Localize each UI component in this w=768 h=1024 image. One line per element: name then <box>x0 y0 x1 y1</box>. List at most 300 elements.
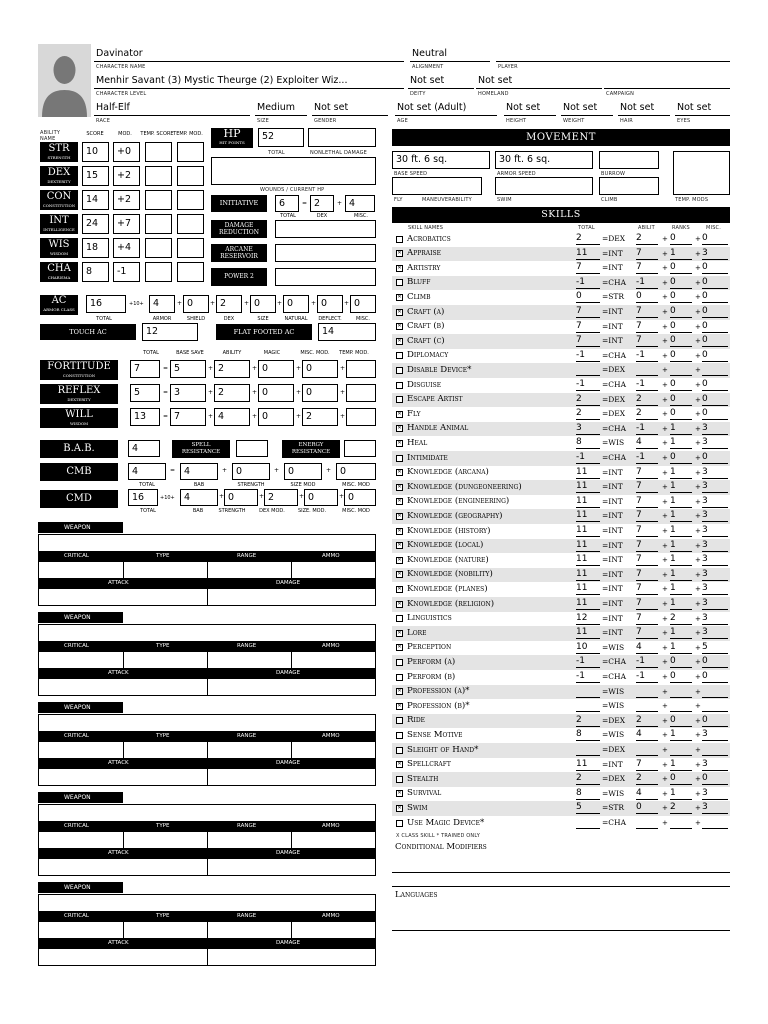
skill-total[interactable]: -1 <box>576 655 600 668</box>
skill-ability-mod[interactable]: 2 <box>636 407 658 420</box>
skill-ranks[interactable]: 0 <box>670 714 692 727</box>
skill-misc[interactable]: 0 <box>702 320 728 333</box>
swim-speed[interactable] <box>495 177 593 195</box>
skill-misc[interactable]: 0 <box>702 451 728 464</box>
ability-score-str[interactable]: 10 <box>82 142 109 162</box>
skill-total[interactable]: 8 <box>576 728 600 741</box>
save-temp-will[interactable] <box>346 408 376 426</box>
deity[interactable]: Not set <box>410 75 445 86</box>
bab[interactable]: 4 <box>128 440 160 457</box>
save-ability-will[interactable]: 4 <box>214 408 250 426</box>
skill-ranks[interactable]: 1 <box>670 597 692 610</box>
skill-ability-mod[interactable]: 4 <box>636 787 658 800</box>
class-skill-checkbox[interactable] <box>396 279 403 286</box>
skill-ranks[interactable]: 1 <box>670 626 692 639</box>
skill-ranks[interactable]: 0 <box>670 393 692 406</box>
skill-ranks[interactable]: 0 <box>670 261 692 274</box>
class-skill-checkbox[interactable] <box>396 367 403 374</box>
skill-ranks[interactable]: 2 <box>670 801 692 814</box>
skill-ranks[interactable]: 2 <box>670 612 692 625</box>
skill-ability-mod[interactable]: 7 <box>636 247 658 260</box>
ac-total[interactable]: 16 <box>86 295 126 313</box>
skill-ranks[interactable]: 0 <box>670 320 692 333</box>
ability-score-cha[interactable]: 8 <box>82 262 109 282</box>
skill-total[interactable]: 2 <box>576 407 600 420</box>
ability-score-dex[interactable]: 15 <box>82 166 109 186</box>
skill-misc[interactable]: 0 <box>702 714 728 727</box>
ability-temp-score-wis[interactable] <box>145 238 172 258</box>
race[interactable]: Half-Elf <box>96 102 130 113</box>
skill-total[interactable]: 2 <box>576 393 600 406</box>
save-base-fort[interactable]: 5 <box>170 360 206 378</box>
ability-mod-str[interactable]: +0 <box>113 142 140 162</box>
skill-ranks[interactable]: 0 <box>670 772 692 785</box>
skill-misc[interactable]: 0 <box>702 670 728 683</box>
ability-temp-score-dex[interactable] <box>145 166 172 186</box>
skill-ranks[interactable]: 0 <box>670 276 692 289</box>
skill-total[interactable]: 11 <box>576 509 600 522</box>
skill-misc[interactable]: 3 <box>702 626 728 639</box>
skill-ability-mod[interactable]: 7 <box>636 568 658 581</box>
skill-total[interactable] <box>576 363 600 376</box>
cmb-bab[interactable]: 4 <box>180 463 218 480</box>
skill-total[interactable]: -1 <box>576 349 600 362</box>
class-skill-checkbox[interactable]: ✕ <box>397 571 402 578</box>
class-skill-checkbox[interactable] <box>396 717 403 724</box>
weapon-attack-damage-row[interactable] <box>38 948 376 966</box>
skill-misc[interactable]: 0 <box>702 232 728 245</box>
class-skill-checkbox[interactable] <box>396 674 403 681</box>
weight[interactable]: Not set <box>563 102 598 113</box>
ability-temp-score-con[interactable] <box>145 190 172 210</box>
cmd-str[interactable]: 0 <box>224 489 258 506</box>
skill-misc[interactable]: 3 <box>702 728 728 741</box>
save-total-will[interactable]: 13 <box>130 408 160 426</box>
skill-total[interactable]: 11 <box>576 553 600 566</box>
save-total-fort[interactable]: 7 <box>130 360 160 378</box>
ability-mod-cha[interactable]: -1 <box>113 262 140 282</box>
skill-ranks[interactable]: 1 <box>670 582 692 595</box>
skill-ranks[interactable]: 0 <box>670 334 692 347</box>
ac-shield[interactable]: 0 <box>183 295 209 313</box>
save-magic-fort[interactable]: 0 <box>258 360 294 378</box>
skill-misc[interactable]: 3 <box>702 787 728 800</box>
skill-ability-mod[interactable]: 7 <box>636 553 658 566</box>
ability-temp-score-cha[interactable] <box>145 262 172 282</box>
skill-misc[interactable]: 0 <box>702 305 728 318</box>
skill-ranks[interactable]: 1 <box>670 509 692 522</box>
ability-temp-score-int[interactable] <box>145 214 172 234</box>
character-name[interactable]: Davinator <box>96 48 143 59</box>
skill-ability-mod[interactable]: 7 <box>636 334 658 347</box>
skill-misc[interactable] <box>702 699 728 712</box>
cmb-total[interactable]: 4 <box>128 463 166 480</box>
climb-speed[interactable] <box>599 177 659 195</box>
weapon-stats-row[interactable] <box>38 831 376 849</box>
skill-ranks[interactable]: 0 <box>670 670 692 683</box>
save-ability-fort[interactable]: 2 <box>214 360 250 378</box>
class-skill-checkbox[interactable] <box>396 776 403 783</box>
ability-score-int[interactable]: 24 <box>82 214 109 234</box>
alignment[interactable]: Neutral <box>412 48 448 59</box>
skill-misc[interactable] <box>702 743 728 756</box>
skill-ability-mod[interactable]: 2 <box>636 393 658 406</box>
skill-ranks[interactable]: 1 <box>670 641 692 654</box>
skill-ranks[interactable]: 1 <box>670 553 692 566</box>
class-skill-checkbox[interactable]: ✕ <box>397 629 402 636</box>
class-skill-checkbox[interactable] <box>396 615 403 622</box>
weapon-attack-damage-row[interactable] <box>38 588 376 606</box>
skill-ranks[interactable]: 0 <box>670 290 692 303</box>
ability-temp-mod-int[interactable] <box>177 214 204 234</box>
skill-misc[interactable]: 5 <box>702 641 728 654</box>
skill-total[interactable]: 11 <box>576 524 600 537</box>
ac-deflect[interactable]: 0 <box>317 295 343 313</box>
weapon-stats-row[interactable] <box>38 651 376 669</box>
save-ability-reflex[interactable]: 2 <box>214 384 250 402</box>
cmb-misc[interactable]: 0 <box>336 463 376 480</box>
cmd-bab[interactable]: 4 <box>180 489 218 506</box>
spell-resistance[interactable] <box>236 440 268 457</box>
skill-ability-mod[interactable] <box>636 816 658 829</box>
skill-ranks[interactable]: 1 <box>670 495 692 508</box>
save-misc-reflex[interactable]: 0 <box>302 384 338 402</box>
save-magic-reflex[interactable]: 0 <box>258 384 294 402</box>
skill-total[interactable]: 7 <box>576 334 600 347</box>
skill-ability-mod[interactable]: 7 <box>636 597 658 610</box>
class-skill-checkbox[interactable]: ✕ <box>397 293 402 300</box>
cmd-misc[interactable]: 0 <box>344 489 376 506</box>
class-skill-checkbox[interactable] <box>396 382 403 389</box>
cmb-str[interactable]: 0 <box>232 463 270 480</box>
skill-misc[interactable]: 3 <box>702 524 728 537</box>
skill-ability-mod[interactable]: 7 <box>636 758 658 771</box>
class-skill-checkbox[interactable] <box>396 352 403 359</box>
age[interactable]: Not set (Adult) <box>397 102 467 113</box>
skill-misc[interactable]: 3 <box>702 247 728 260</box>
skill-total[interactable]: -1 <box>576 670 600 683</box>
skill-total[interactable]: 7 <box>576 320 600 333</box>
class-skill-checkbox[interactable]: ✕ <box>397 542 402 549</box>
skill-ranks[interactable]: 1 <box>670 728 692 741</box>
skill-misc[interactable]: 0 <box>702 655 728 668</box>
skill-ability-mod[interactable]: 7 <box>636 626 658 639</box>
skill-ability-mod[interactable]: 7 <box>636 495 658 508</box>
class-skill-checkbox[interactable]: ✕ <box>397 585 402 592</box>
skill-misc[interactable]: 3 <box>702 612 728 625</box>
class-skill-checkbox[interactable]: ✕ <box>397 425 402 432</box>
skill-total[interactable] <box>576 685 600 698</box>
class-skill-checkbox[interactable] <box>396 747 403 754</box>
skill-total[interactable]: 2 <box>576 772 600 785</box>
weapon-name-field[interactable] <box>38 624 376 642</box>
weapon-stats-row[interactable] <box>38 561 376 579</box>
skill-ranks[interactable] <box>670 743 692 756</box>
skill-ability-mod[interactable]: -1 <box>636 276 658 289</box>
skill-ability-mod[interactable]: 7 <box>636 480 658 493</box>
ability-temp-mod-con[interactable] <box>177 190 204 210</box>
skill-total[interactable]: 10 <box>576 641 600 654</box>
skill-ability-mod[interactable]: 7 <box>636 320 658 333</box>
save-total-reflex[interactable]: 5 <box>130 384 160 402</box>
class-skill-checkbox[interactable]: ✕ <box>397 469 402 476</box>
skill-misc[interactable]: 3 <box>702 436 728 449</box>
skill-ranks[interactable]: 0 <box>670 407 692 420</box>
class-skill-checkbox[interactable] <box>396 659 403 666</box>
cmd-total[interactable]: 16 <box>128 489 158 506</box>
skill-misc[interactable]: 3 <box>702 582 728 595</box>
ability-mod-dex[interactable]: +2 <box>113 166 140 186</box>
skill-ability-mod[interactable]: 7 <box>636 539 658 552</box>
weapon-name-field[interactable] <box>38 534 376 552</box>
skill-ranks[interactable]: 0 <box>670 378 692 391</box>
skill-ability-mod[interactable]: 7 <box>636 261 658 274</box>
homeland[interactable]: Not set <box>478 75 513 86</box>
class-skill-checkbox[interactable]: ✕ <box>397 644 402 651</box>
class-skill-checkbox[interactable]: ✕ <box>397 600 402 607</box>
ability-mod-con[interactable]: +2 <box>113 190 140 210</box>
skill-total[interactable] <box>576 816 600 829</box>
touch-ac[interactable]: 12 <box>142 323 198 341</box>
class-skill-checkbox[interactable]: ✕ <box>397 498 402 505</box>
weapon-name-field[interactable] <box>38 804 376 822</box>
skill-misc[interactable]: 3 <box>702 466 728 479</box>
ac-misc[interactable]: 0 <box>350 295 376 313</box>
skill-misc[interactable]: 0 <box>702 772 728 785</box>
skill-misc[interactable]: 3 <box>702 509 728 522</box>
skill-ranks[interactable]: 1 <box>670 787 692 800</box>
ability-temp-mod-cha[interactable] <box>177 262 204 282</box>
class-skill-checkbox[interactable]: ✕ <box>397 790 402 797</box>
class-skill-checkbox[interactable] <box>396 455 403 462</box>
skill-total[interactable]: 11 <box>576 597 600 610</box>
skill-total[interactable]: -1 <box>576 378 600 391</box>
temp-mods[interactable] <box>673 151 730 195</box>
ac-natural[interactable]: 0 <box>283 295 309 313</box>
hair[interactable]: Not set <box>620 102 655 113</box>
fly-speed[interactable] <box>392 177 482 195</box>
skill-ranks[interactable] <box>670 363 692 376</box>
skill-misc[interactable] <box>702 685 728 698</box>
skill-ability-mod[interactable] <box>636 743 658 756</box>
skill-misc[interactable]: 0 <box>702 334 728 347</box>
ability-temp-mod-str[interactable] <box>177 142 204 162</box>
ability-mod-wis[interactable]: +4 <box>113 238 140 258</box>
ability-temp-mod-wis[interactable] <box>177 238 204 258</box>
skill-ability-mod[interactable]: 2 <box>636 772 658 785</box>
initiative-total[interactable]: 6 <box>275 195 299 212</box>
skill-ability-mod[interactable]: 7 <box>636 305 658 318</box>
save-temp-fort[interactable] <box>346 360 376 378</box>
skill-total[interactable]: 2 <box>576 232 600 245</box>
skill-ability-mod[interactable]: 0 <box>636 801 658 814</box>
class-skill-checkbox[interactable]: ✕ <box>397 512 402 519</box>
cmd-dex[interactable]: 2 <box>264 489 298 506</box>
height[interactable]: Not set <box>506 102 541 113</box>
burrow[interactable] <box>599 151 659 169</box>
hp-total[interactable]: 52 <box>258 128 304 147</box>
skill-ability-mod[interactable]: -1 <box>636 349 658 362</box>
skill-ranks[interactable]: 1 <box>670 539 692 552</box>
skill-misc[interactable]: 3 <box>702 568 728 581</box>
skill-ability-mod[interactable]: -1 <box>636 451 658 464</box>
ac-armor[interactable]: 4 <box>149 295 175 313</box>
save-temp-reflex[interactable] <box>346 384 376 402</box>
skill-total[interactable]: 0 <box>576 290 600 303</box>
skill-misc[interactable]: 3 <box>702 539 728 552</box>
skill-total[interactable]: 8 <box>576 436 600 449</box>
skill-misc[interactable]: 0 <box>702 407 728 420</box>
class-skill-checkbox[interactable]: ✕ <box>397 761 402 768</box>
skill-total[interactable]: 12 <box>576 612 600 625</box>
class-skill-checkbox[interactable]: ✕ <box>397 337 402 344</box>
skill-ability-mod[interactable]: 4 <box>636 728 658 741</box>
save-base-reflex[interactable]: 3 <box>170 384 206 402</box>
skill-misc[interactable]: 0 <box>702 290 728 303</box>
weapon-attack-damage-row[interactable] <box>38 678 376 696</box>
class-skill-checkbox[interactable]: ✕ <box>397 308 402 315</box>
wounds-current-hp[interactable] <box>211 157 376 185</box>
skill-ranks[interactable] <box>670 816 692 829</box>
skill-ability-mod[interactable] <box>636 363 658 376</box>
arcane-reservoir[interactable] <box>275 244 376 262</box>
skill-ranks[interactable]: 0 <box>670 349 692 362</box>
damage-reduction[interactable] <box>275 220 376 238</box>
skill-misc[interactable]: 3 <box>702 480 728 493</box>
class-skill-checkbox[interactable]: ✕ <box>397 410 402 417</box>
class-skill-checkbox[interactable]: ✕ <box>397 483 402 490</box>
skill-misc[interactable]: 0 <box>702 349 728 362</box>
skill-ability-mod[interactable]: -1 <box>636 655 658 668</box>
save-misc-fort[interactable]: 0 <box>302 360 338 378</box>
skill-misc[interactable]: 3 <box>702 758 728 771</box>
skill-ranks[interactable] <box>670 699 692 712</box>
initiative-dex[interactable]: 2 <box>310 195 334 212</box>
skill-misc[interactable]: 0 <box>702 261 728 274</box>
weapon-stats-row[interactable] <box>38 741 376 759</box>
skill-ability-mod[interactable]: 0 <box>636 290 658 303</box>
skill-ranks[interactable]: 1 <box>670 436 692 449</box>
class-level[interactable]: Menhir Savant (3) Mystic Theurge (2) Exploiter Wiz... <box>96 75 348 86</box>
skill-ability-mod[interactable]: 7 <box>636 524 658 537</box>
skill-total[interactable]: 2 <box>576 714 600 727</box>
skill-ability-mod[interactable]: 4 <box>636 641 658 654</box>
nonlethal-damage[interactable] <box>308 128 376 147</box>
skill-ranks[interactable]: 1 <box>670 422 692 435</box>
class-skill-checkbox[interactable]: ✕ <box>397 688 402 695</box>
skill-misc[interactable]: 3 <box>702 553 728 566</box>
class-skill-checkbox[interactable]: ✕ <box>397 556 402 563</box>
skill-misc[interactable]: 0 <box>702 393 728 406</box>
weapon-attack-damage-row[interactable] <box>38 858 376 876</box>
ac-size[interactable]: 0 <box>250 295 276 313</box>
skill-ranks[interactable]: 1 <box>670 568 692 581</box>
skill-ability-mod[interactable] <box>636 685 658 698</box>
save-base-will[interactable]: 7 <box>170 408 206 426</box>
skill-ability-mod[interactable]: 2 <box>636 714 658 727</box>
weapon-name-field[interactable] <box>38 894 376 912</box>
weapon-attack-damage-row[interactable] <box>38 768 376 786</box>
gender[interactable]: Not set <box>314 102 349 113</box>
skill-ranks[interactable]: 0 <box>670 451 692 464</box>
cmb-size[interactable]: 0 <box>284 463 322 480</box>
skill-ability-mod[interactable]: 7 <box>636 582 658 595</box>
skill-total[interactable]: 3 <box>576 422 600 435</box>
skill-misc[interactable]: 3 <box>702 597 728 610</box>
power-2[interactable] <box>275 268 376 286</box>
weapon-stats-row[interactable] <box>38 921 376 939</box>
skill-ranks[interactable]: 1 <box>670 466 692 479</box>
class-skill-checkbox[interactable]: ✕ <box>397 323 402 330</box>
skill-total[interactable]: -1 <box>576 451 600 464</box>
skill-misc[interactable]: 3 <box>702 422 728 435</box>
class-skill-checkbox[interactable]: ✕ <box>397 439 402 446</box>
ac-dex[interactable]: 2 <box>216 295 242 313</box>
skill-total[interactable]: -1 <box>576 276 600 289</box>
weapon-name-field[interactable] <box>38 714 376 732</box>
ability-score-wis[interactable]: 18 <box>82 238 109 258</box>
skill-ability-mod[interactable]: 2 <box>636 232 658 245</box>
skill-misc[interactable]: 0 <box>702 276 728 289</box>
skill-ranks[interactable]: 0 <box>670 305 692 318</box>
skill-total[interactable]: 11 <box>576 626 600 639</box>
eyes[interactable]: Not set <box>677 102 712 113</box>
skill-total[interactable]: 7 <box>576 261 600 274</box>
cmd-size[interactable]: 0 <box>304 489 338 506</box>
skill-ranks[interactable]: 1 <box>670 758 692 771</box>
skill-total[interactable]: 11 <box>576 758 600 771</box>
skill-ranks[interactable] <box>670 685 692 698</box>
skill-ranks[interactable]: 0 <box>670 232 692 245</box>
class-skill-checkbox[interactable] <box>396 396 403 403</box>
skill-total[interactable] <box>576 699 600 712</box>
skill-misc[interactable]: 3 <box>702 801 728 814</box>
skill-total[interactable]: 7 <box>576 305 600 318</box>
flat-footed-ac[interactable]: 14 <box>318 323 376 341</box>
ability-temp-score-str[interactable] <box>145 142 172 162</box>
skill-total[interactable]: 11 <box>576 582 600 595</box>
skill-misc[interactable]: 0 <box>702 378 728 391</box>
class-skill-checkbox[interactable] <box>396 732 403 739</box>
armor-speed[interactable]: 30 ft. 6 sq. <box>495 151 593 169</box>
class-skill-checkbox[interactable] <box>396 820 403 827</box>
skill-total[interactable]: 5 <box>576 801 600 814</box>
base-speed[interactable]: 30 ft. 6 sq. <box>392 151 490 169</box>
class-skill-checkbox[interactable] <box>396 236 403 243</box>
skill-total[interactable]: 8 <box>576 787 600 800</box>
skill-misc[interactable]: 3 <box>702 495 728 508</box>
skill-total[interactable]: 11 <box>576 495 600 508</box>
ability-temp-mod-dex[interactable] <box>177 166 204 186</box>
skill-total[interactable]: 11 <box>576 247 600 260</box>
skill-total[interactable]: 11 <box>576 480 600 493</box>
class-skill-checkbox[interactable]: ✕ <box>397 264 402 271</box>
skill-ability-mod[interactable]: 7 <box>636 466 658 479</box>
ability-mod-int[interactable]: +7 <box>113 214 140 234</box>
skill-ranks[interactable]: 1 <box>670 480 692 493</box>
class-skill-checkbox[interactable]: ✕ <box>397 702 402 709</box>
save-misc-will[interactable]: 2 <box>302 408 338 426</box>
skill-misc[interactable] <box>702 816 728 829</box>
energy-resistance[interactable] <box>344 440 376 457</box>
skill-total[interactable]: 11 <box>576 539 600 552</box>
skill-misc[interactable] <box>702 363 728 376</box>
skill-ability-mod[interactable] <box>636 699 658 712</box>
save-magic-will[interactable]: 0 <box>258 408 294 426</box>
skill-ability-mod[interactable]: -1 <box>636 670 658 683</box>
class-skill-checkbox[interactable]: ✕ <box>397 804 402 811</box>
size[interactable]: Medium <box>257 102 295 113</box>
